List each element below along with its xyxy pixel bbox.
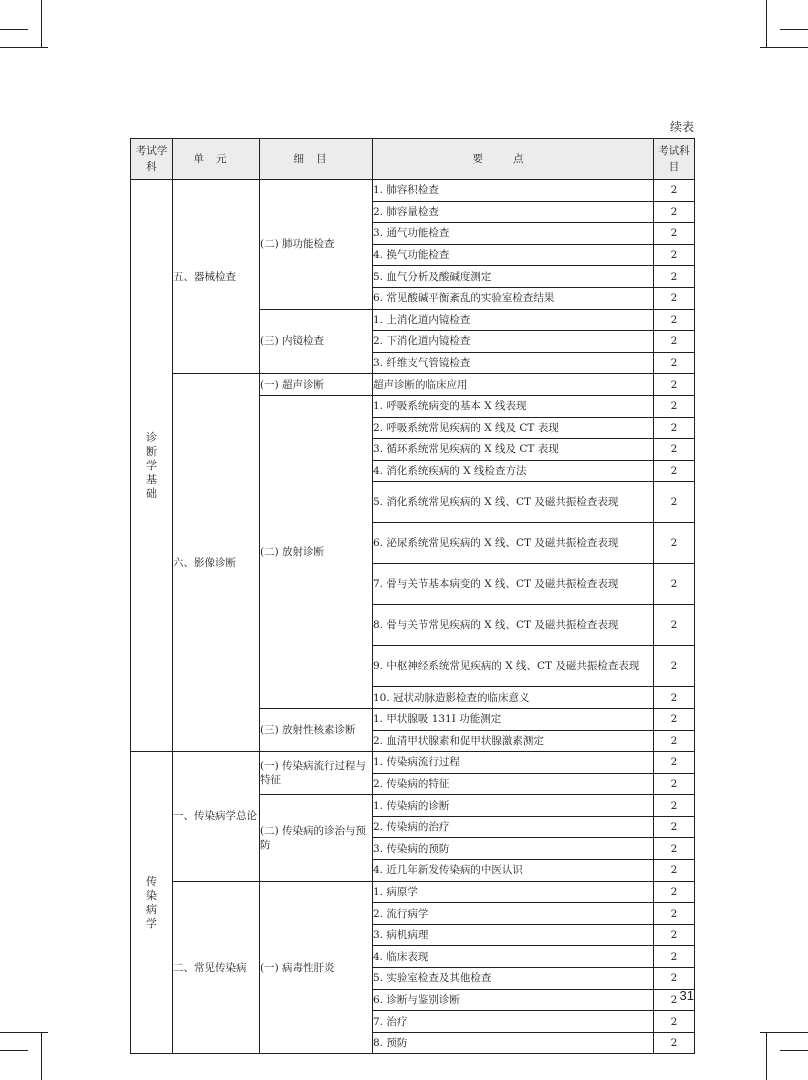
item-cell: (一) 病毒性肝炎 (260, 881, 373, 1054)
exam-cell: 2 (654, 924, 695, 946)
point-cell: 2. 传染病的特征 (373, 773, 654, 795)
exam-cell: 2 (654, 482, 695, 523)
exam-cell: 2 (654, 946, 695, 968)
exam-cell: 2 (654, 1032, 695, 1054)
point-cell: 2. 肺容量检查 (373, 201, 654, 223)
point-cell: 9. 中枢神经系统常见疾病的 X 线、CT 及磁共振检查表现 (373, 646, 654, 687)
crop-mark (0, 1050, 28, 1051)
exam-cell: 2 (654, 266, 695, 288)
subject-cell (131, 180, 173, 752)
item-cell: (二) 放射诊断 (260, 395, 373, 708)
item-cell: (三) 内镜检查 (260, 309, 373, 374)
point-cell: 4. 消化系统疾病的 X 线检查方法 (373, 460, 654, 482)
point-cell: 1. 肺容积检查 (373, 180, 654, 202)
crop-mark (760, 47, 808, 48)
point-cell: 1. 呼吸系统病变的基本 X 线表现 (373, 395, 654, 417)
exam-cell: 2 (654, 201, 695, 223)
table-body (131, 180, 695, 1054)
header-point: 要点 (373, 139, 654, 180)
exam-cell: 2 (654, 395, 695, 417)
table-header-row (131, 139, 695, 180)
point-cell: 7. 骨与关节基本病变的 X 线、CT 及磁共振检查表现 (373, 564, 654, 605)
subject-label: 传染病学 (146, 874, 157, 930)
point-cell: 3. 纤维支气管镜检查 (373, 352, 654, 374)
exam-cell: 2 (654, 838, 695, 860)
table-row (131, 180, 695, 202)
item-cell: (一) 超声诊断 (260, 374, 373, 396)
exam-cell: 2 (654, 708, 695, 730)
exam-cell: 2 (654, 439, 695, 461)
crop-mark (0, 29, 28, 30)
exam-cell: 2 (654, 523, 695, 564)
point-cell: 2. 呼吸系统常见疾病的 X 线及 CT 表现 (373, 417, 654, 439)
item-cell: (一) 传染病流行过程与特征 (260, 752, 373, 795)
table-row (131, 881, 695, 903)
exam-cell: 2 (654, 860, 695, 882)
exam-cell: 2 (654, 564, 695, 605)
point-cell: 6. 常见酸碱平衡紊乱的实验室检查结果 (373, 287, 654, 309)
exam-cell: 2 (654, 331, 695, 353)
header-unit: 单元 (173, 139, 260, 180)
point-cell: 5. 实验室检查及其他检查 (373, 968, 654, 990)
point-cell: 1. 甲状腺吸 131I 功能测定 (373, 708, 654, 730)
point-cell: 2. 下消化道内镜检查 (373, 331, 654, 353)
exam-cell: 2 (654, 605, 695, 646)
unit-cell: 五、器械检查 (173, 180, 260, 374)
point-cell: 3. 通气功能检查 (373, 223, 654, 245)
crop-mark (760, 1032, 808, 1033)
point-cell: 5. 消化系统常见疾病的 X 线、CT 及磁共振检查表现 (373, 482, 654, 523)
item-cell: (二) 传染病的诊治与预防 (260, 795, 373, 881)
exam-cell: 2 (654, 795, 695, 817)
exam-cell: 2 (654, 287, 695, 309)
item-cell: (三) 放射性核素诊断 (260, 708, 373, 751)
item-cell: (二) 肺功能检查 (260, 180, 373, 310)
crop-mark (766, 0, 767, 48)
header-exam: 考试科目 (654, 139, 695, 180)
exam-cell: 2 (654, 646, 695, 687)
page-number: 31 (679, 988, 694, 1003)
point-cell: 8. 预防 (373, 1032, 654, 1054)
point-cell: 1. 病原学 (373, 881, 654, 903)
header-item: 细目 (260, 139, 373, 180)
crop-mark (41, 0, 42, 48)
table-row (131, 752, 695, 774)
exam-cell: 2 (654, 1011, 695, 1033)
exam-cell: 2 (654, 374, 695, 396)
exam-cell: 2 (654, 773, 695, 795)
point-cell: 8. 骨与关节常见疾病的 X 线、CT 及磁共振检查表现 (373, 605, 654, 646)
point-cell: 1. 上消化道内镜检查 (373, 309, 654, 331)
exam-cell: 2 (654, 223, 695, 245)
crop-mark (0, 1032, 48, 1033)
exam-cell: 2 (654, 180, 695, 202)
continued-label: 续表 (669, 120, 694, 134)
point-cell: 3. 病机病理 (373, 924, 654, 946)
crop-mark (766, 1032, 767, 1080)
subject-cell (131, 752, 173, 1054)
exam-cell: 2 (654, 989, 695, 1011)
exam-cell: 2 (654, 417, 695, 439)
unit-cell: 一、传染病学总论 (173, 752, 260, 882)
crop-mark (780, 29, 808, 30)
unit-cell: 二、常见传染病 (173, 881, 260, 1054)
crop-mark (41, 1032, 42, 1080)
exam-cell: 2 (654, 816, 695, 838)
point-cell: 7. 治疗 (373, 1011, 654, 1033)
subject-label: 诊断学基础 (146, 430, 157, 500)
exam-cell: 2 (654, 309, 695, 331)
point-cell: 10. 冠状动脉造影检查的临床意义 (373, 687, 654, 709)
exam-cell: 2 (654, 752, 695, 774)
point-cell: 3. 传染病的预防 (373, 838, 654, 860)
exam-cell: 2 (654, 968, 695, 990)
crop-mark (0, 47, 48, 48)
point-cell: 超声诊断的临床应用 (373, 374, 654, 396)
point-cell: 2. 传染病的治疗 (373, 816, 654, 838)
point-cell: 2. 血清甲状腺素和促甲状腺激素测定 (373, 730, 654, 752)
point-cell: 4. 换气功能检查 (373, 244, 654, 266)
exam-cell: 2 (654, 352, 695, 374)
exam-cell: 2 (654, 687, 695, 709)
point-cell: 4. 近几年新发传染病的中医认识 (373, 860, 654, 882)
point-cell: 6. 泌尿系统常见疾病的 X 线、CT 及磁共振检查表现 (373, 523, 654, 564)
exam-cell: 2 (654, 460, 695, 482)
table-row (131, 374, 695, 396)
exam-cell: 2 (654, 881, 695, 903)
crop-mark (780, 1050, 808, 1051)
point-cell: 6. 诊断与鉴别诊断 (373, 989, 654, 1011)
exam-cell: 2 (654, 903, 695, 925)
exam-cell: 2 (654, 730, 695, 752)
exam-cell: 2 (654, 244, 695, 266)
header-subject: 考试学科 (131, 139, 173, 180)
point-cell: 5. 血气分析及酸碱度测定 (373, 266, 654, 288)
unit-cell: 六、影像诊断 (173, 374, 260, 752)
syllabus-table (130, 138, 695, 1054)
point-cell: 3. 循环系统常见疾病的 X 线及 CT 表现 (373, 439, 654, 461)
point-cell: 1. 传染病流行过程 (373, 752, 654, 774)
point-cell: 4. 临床表现 (373, 946, 654, 968)
point-cell: 1. 传染病的诊断 (373, 795, 654, 817)
point-cell: 2. 流行病学 (373, 903, 654, 925)
